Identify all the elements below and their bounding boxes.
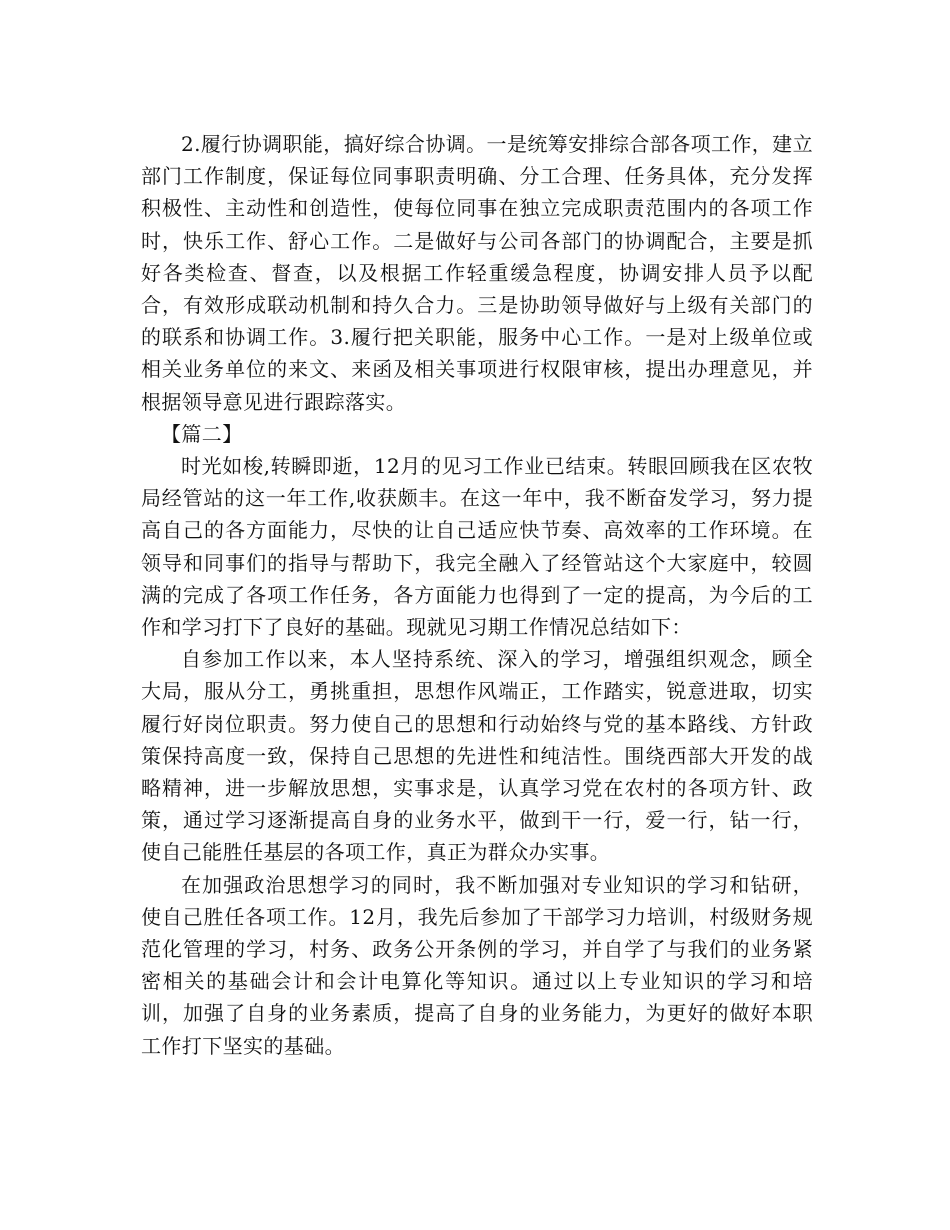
section-heading-part-two: 【篇二】 [161,421,243,446]
document-page [141,128,813,1062]
paragraph-internship-review: 时光如梭,转瞬即逝，12月的见习工作业已结束。转眼回顾我在区农牧局经管站的这一年工作,收获颇丰。在这一年中，我不断奋发学习，努力提高自己的各方面能力，尽快的让自己适应快节奏、高效率的工作环境。在领导和同事们的指导与帮助下，我完全融入了经管站这个大家庭中，较圆满的完成了各项工作任务，各方面能力也得到了一定的提高，为今后的工作和学习打下了良好的基础。现就见习期工作情况总结如下： [141,454,813,640]
paragraph-political-study: 自参加工作以来，本人坚持系统、深入的学习，增强组织观念，顾全大局，服从分工，勇挑重担，思想作风端正，工作踏实，锐意进取，切实履行好岗位职责。努力使自己的思想和行动始终与党的基本路线、方针政策保持高度一致，保持自己思想的先进性和纯洁性。围绕西部大开发的战略精神，进一步解放思想，实事求是，认真学习党在农村的各项方针、政策，通过学习逐渐提高自身的业务水平，做到干一行，爱一行，钻一行，使自己能胜任基层的各项工作，真正为群众办实事。 [141,647,813,865]
paragraph-coordination-duties: 2.履行协调职能，搞好综合协调。一是统筹安排综合部各项工作，建立部门工作制度，保证每位同事职责明确、分工合理、任务具体，充分发挥积极性、主动性和创造性，使每位同事在独立完成职责范围内的各项工作时，快乐工作、舒心工作。二是做好与公司各部门的协调配合，主要是抓好各类检查、督查，以及根据工作轻重缓急程度，协调安排人员予以配合，有效形成联动机制和持久合力。三是协助领导做好与上级有关部门的的联系和协调工作。3.履行把关职能，服务中心工作。一是对上级单位或相关业务单位的来文、来函及相关事项进行权限审核，提出办理意见，并根据领导意见进行跟踪落实。 [141,132,813,414]
paragraph-professional-study: 在加强政治思想学习的同时，我不断加强对专业知识的学习和钻研，使自己胜任各项工作。12月，我先后参加了干部学习力培训，村级财务规范化管理的学习，村务、政务公开条例的学习，并自学了与我们的业务紧密相关的基础会计和会计电算化等知识。通过以上专业知识的学习和培训，加强了自身的业务素质，提高了自身的业务能力，为更好的做好本职工作打下坚实的基础。 [141,872,813,1058]
